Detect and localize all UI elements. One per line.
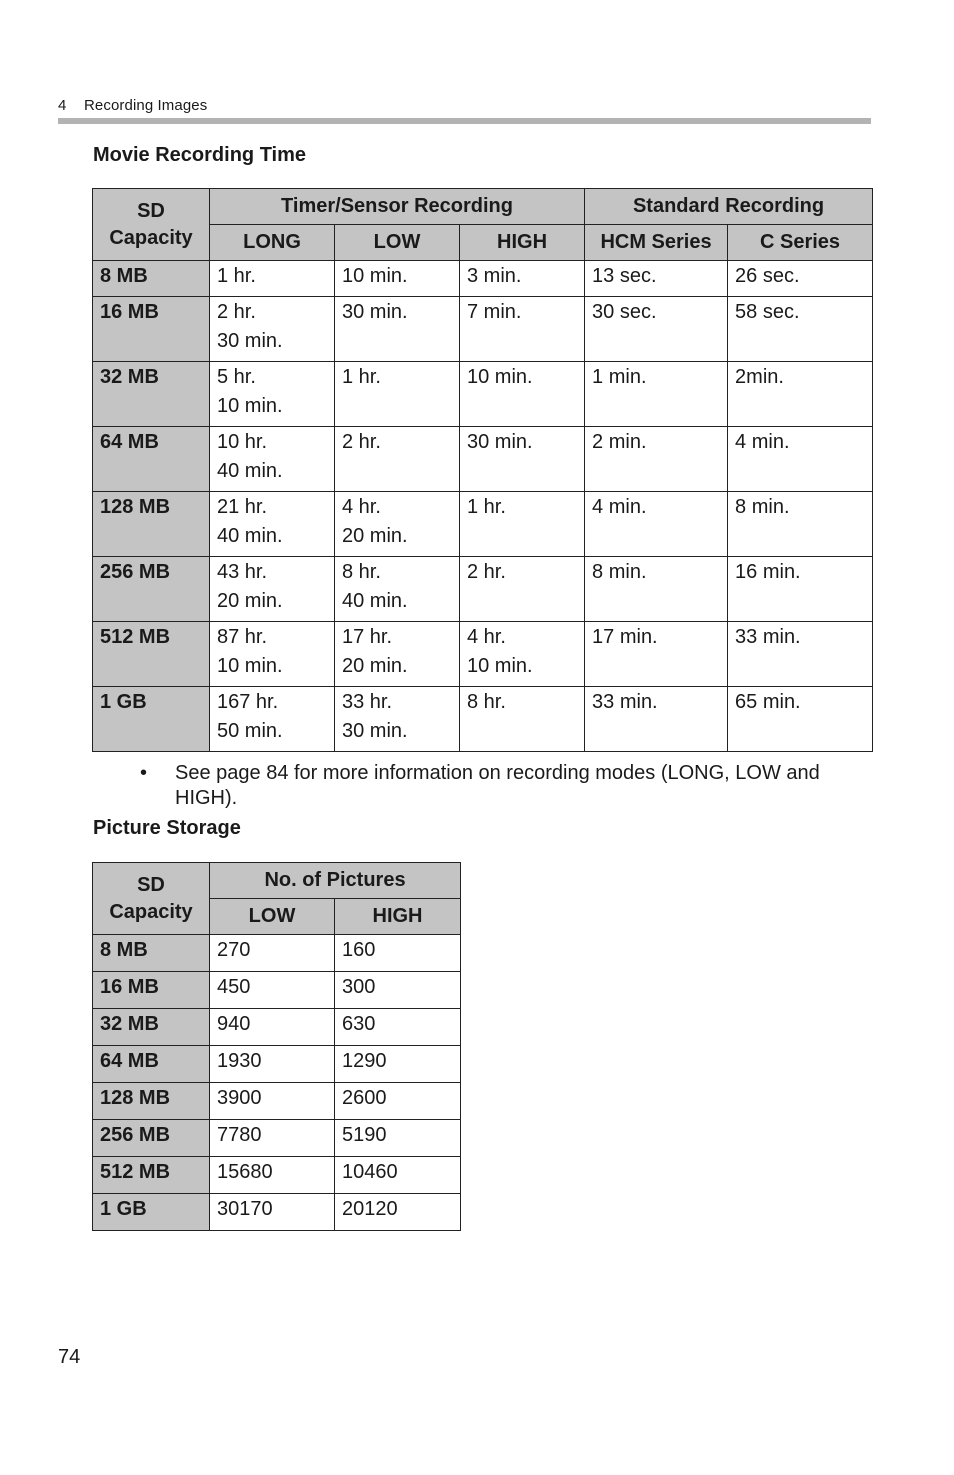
cell-line: 8 hr. [467, 691, 506, 713]
high-cell: 5190 [335, 1120, 461, 1157]
high-cell: 10460 [335, 1157, 461, 1194]
cell-line: 30 min. [217, 329, 283, 352]
cell-line: 10 min. [467, 654, 533, 677]
long-cell [210, 362, 335, 427]
cell-line: 87 hr. [217, 626, 268, 648]
table-row [93, 687, 873, 752]
movie-recording-table [92, 188, 873, 752]
high-cell [460, 297, 585, 362]
high-cell: 160 [335, 935, 461, 972]
table-row [93, 972, 461, 1009]
note-text: See page 84 for more information on recording modes (LONG, LOW and HIGH). [175, 762, 820, 809]
hcm-cell: 4 min. [585, 492, 728, 557]
cell-line: 20 min. [342, 524, 408, 547]
low-cell [335, 297, 460, 362]
capacity-cell: 512 MB [93, 622, 210, 687]
cell-line: 3 min. [467, 265, 522, 287]
capacity-cell: 8 MB [93, 935, 210, 972]
cell-line: 4 hr. [342, 496, 381, 518]
cell-line: 17 hr. [342, 626, 393, 648]
header-hcm-series: HCM Series [585, 225, 728, 261]
c-series-cell: 65 min. [728, 687, 873, 752]
low-cell: 7780 [210, 1120, 335, 1157]
cell-line: 30 min. [342, 301, 408, 323]
cell-line: 30 min. [467, 431, 533, 453]
low-cell [335, 427, 460, 492]
high-cell: 1290 [335, 1046, 461, 1083]
long-cell [210, 297, 335, 362]
cell-line: 2 hr. [217, 301, 256, 323]
cell-line: 10 min. [217, 394, 283, 417]
recording-modes-note [140, 761, 870, 811]
c-series-cell: 58 sec. [728, 297, 873, 362]
low-cell [335, 557, 460, 622]
capacity-cell: 16 MB [93, 972, 210, 1009]
high-cell: 300 [335, 972, 461, 1009]
cell-line: 10 min. [342, 265, 408, 287]
header-no-of-pictures: No. of Pictures [210, 863, 461, 899]
low-cell [335, 362, 460, 427]
header-rule [58, 118, 871, 124]
picture-storage-table [92, 862, 461, 1231]
cell-line: 40 min. [342, 589, 408, 612]
c-series-cell: 16 min. [728, 557, 873, 622]
capacity-cell: 128 MB [93, 492, 210, 557]
header-low: LOW [335, 225, 460, 261]
high-cell: 2600 [335, 1083, 461, 1120]
low-cell [335, 492, 460, 557]
capacity-cell: 256 MB [93, 557, 210, 622]
cell-line: 40 min. [217, 524, 283, 547]
header-timer-sensor-recording: Timer/Sensor Recording [210, 189, 585, 225]
cell-line: 1 hr. [467, 496, 506, 518]
table-row [93, 935, 461, 972]
low-cell: 30170 [210, 1194, 335, 1231]
long-cell [210, 427, 335, 492]
table-row [93, 427, 873, 492]
cell-line: 33 hr. [342, 691, 393, 713]
cell-line: 43 hr. [217, 561, 268, 583]
table-row [93, 1009, 461, 1046]
low-cell: 15680 [210, 1157, 335, 1194]
capacity-cell: 256 MB [93, 1120, 210, 1157]
cell-line: 50 min. [217, 719, 283, 742]
header-standard-recording: Standard Recording [585, 189, 873, 225]
table-row [93, 297, 873, 362]
c-series-cell: 2min. [728, 362, 873, 427]
cell-line: 10 min. [467, 366, 533, 388]
table-row [93, 492, 873, 557]
long-cell [210, 622, 335, 687]
table-row [93, 1157, 461, 1194]
movie-table-body [93, 261, 873, 752]
cell-line: 21 hr. [217, 496, 268, 518]
capacity-cell: 32 MB [93, 362, 210, 427]
capacity-cell: 512 MB [93, 1157, 210, 1194]
capacity-cell: 1 GB [93, 687, 210, 752]
long-cell [210, 557, 335, 622]
table-row [93, 557, 873, 622]
long-cell [210, 687, 335, 752]
table-row [93, 1194, 461, 1231]
capacity-cell: 8 MB [93, 261, 210, 297]
hcm-cell: 2 min. [585, 427, 728, 492]
low-cell [335, 622, 460, 687]
c-series-cell: 26 sec. [728, 261, 873, 297]
high-cell [460, 362, 585, 427]
capacity-cell: 1 GB [93, 1194, 210, 1231]
table-row [93, 1120, 461, 1157]
cell-line: 8 hr. [342, 561, 381, 583]
high-cell [460, 492, 585, 557]
long-cell [210, 261, 335, 297]
c-series-cell: 33 min. [728, 622, 873, 687]
cell-line: 7 min. [467, 301, 522, 323]
high-cell: 20120 [335, 1194, 461, 1231]
hcm-cell: 33 min. [585, 687, 728, 752]
capacity-cell: 64 MB [93, 427, 210, 492]
header-sd-capacity: SD Capacity [93, 189, 210, 261]
high-cell [460, 557, 585, 622]
cell-line: 20 min. [217, 589, 283, 612]
high-cell [460, 427, 585, 492]
cell-line: 10 hr. [217, 431, 268, 453]
low-cell: 1930 [210, 1046, 335, 1083]
high-cell [460, 622, 585, 687]
hcm-cell: 13 sec. [585, 261, 728, 297]
cell-line: 5 hr. [217, 366, 256, 388]
table-row [93, 362, 873, 427]
chapter-number: 4 [58, 97, 67, 114]
header-long: LONG [210, 225, 335, 261]
header-high: HIGH [460, 225, 585, 261]
bullet-mark: • [140, 762, 148, 784]
c-series-cell: 8 min. [728, 492, 873, 557]
low-cell [335, 687, 460, 752]
low-cell: 3900 [210, 1083, 335, 1120]
cell-line: 2 hr. [467, 561, 506, 583]
running-head [58, 97, 207, 114]
header-low: LOW [210, 899, 335, 935]
high-cell [460, 261, 585, 297]
capacity-cell: 32 MB [93, 1009, 210, 1046]
hcm-cell: 1 min. [585, 362, 728, 427]
capacity-cell: 16 MB [93, 297, 210, 362]
hcm-cell: 17 min. [585, 622, 728, 687]
hcm-cell: 8 min. [585, 557, 728, 622]
cell-line: 4 hr. [467, 626, 506, 648]
table-row [93, 1083, 461, 1120]
cell-line: 20 min. [342, 654, 408, 677]
header-c-series: C Series [728, 225, 873, 261]
low-cell: 450 [210, 972, 335, 1009]
c-series-cell: 4 min. [728, 427, 873, 492]
cell-line: 1 hr. [342, 366, 381, 388]
table-row [93, 261, 873, 297]
hcm-cell: 30 sec. [585, 297, 728, 362]
high-cell [460, 687, 585, 752]
capacity-cell: 64 MB [93, 1046, 210, 1083]
high-cell: 630 [335, 1009, 461, 1046]
cell-line: 167 hr. [217, 691, 279, 713]
long-cell [210, 492, 335, 557]
page-number: 74 [58, 1346, 81, 1368]
low-cell [335, 261, 460, 297]
movie-section-title: Movie Recording Time [93, 144, 307, 166]
header-sd-capacity: SD Capacity [93, 863, 210, 935]
picture-section-title: Picture Storage [93, 817, 241, 839]
header-high: HIGH [335, 899, 461, 935]
table-row [93, 1046, 461, 1083]
low-cell: 270 [210, 935, 335, 972]
capacity-cell: 128 MB [93, 1083, 210, 1120]
low-cell: 940 [210, 1009, 335, 1046]
cell-line: 10 min. [217, 654, 283, 677]
cell-line: 30 min. [342, 719, 408, 742]
cell-line: 1 hr. [217, 265, 256, 287]
chapter-title: Recording Images [84, 97, 208, 114]
table-row [93, 622, 873, 687]
picture-table-body [93, 935, 461, 1231]
cell-line: 2 hr. [342, 431, 381, 453]
cell-line: 40 min. [217, 459, 283, 482]
